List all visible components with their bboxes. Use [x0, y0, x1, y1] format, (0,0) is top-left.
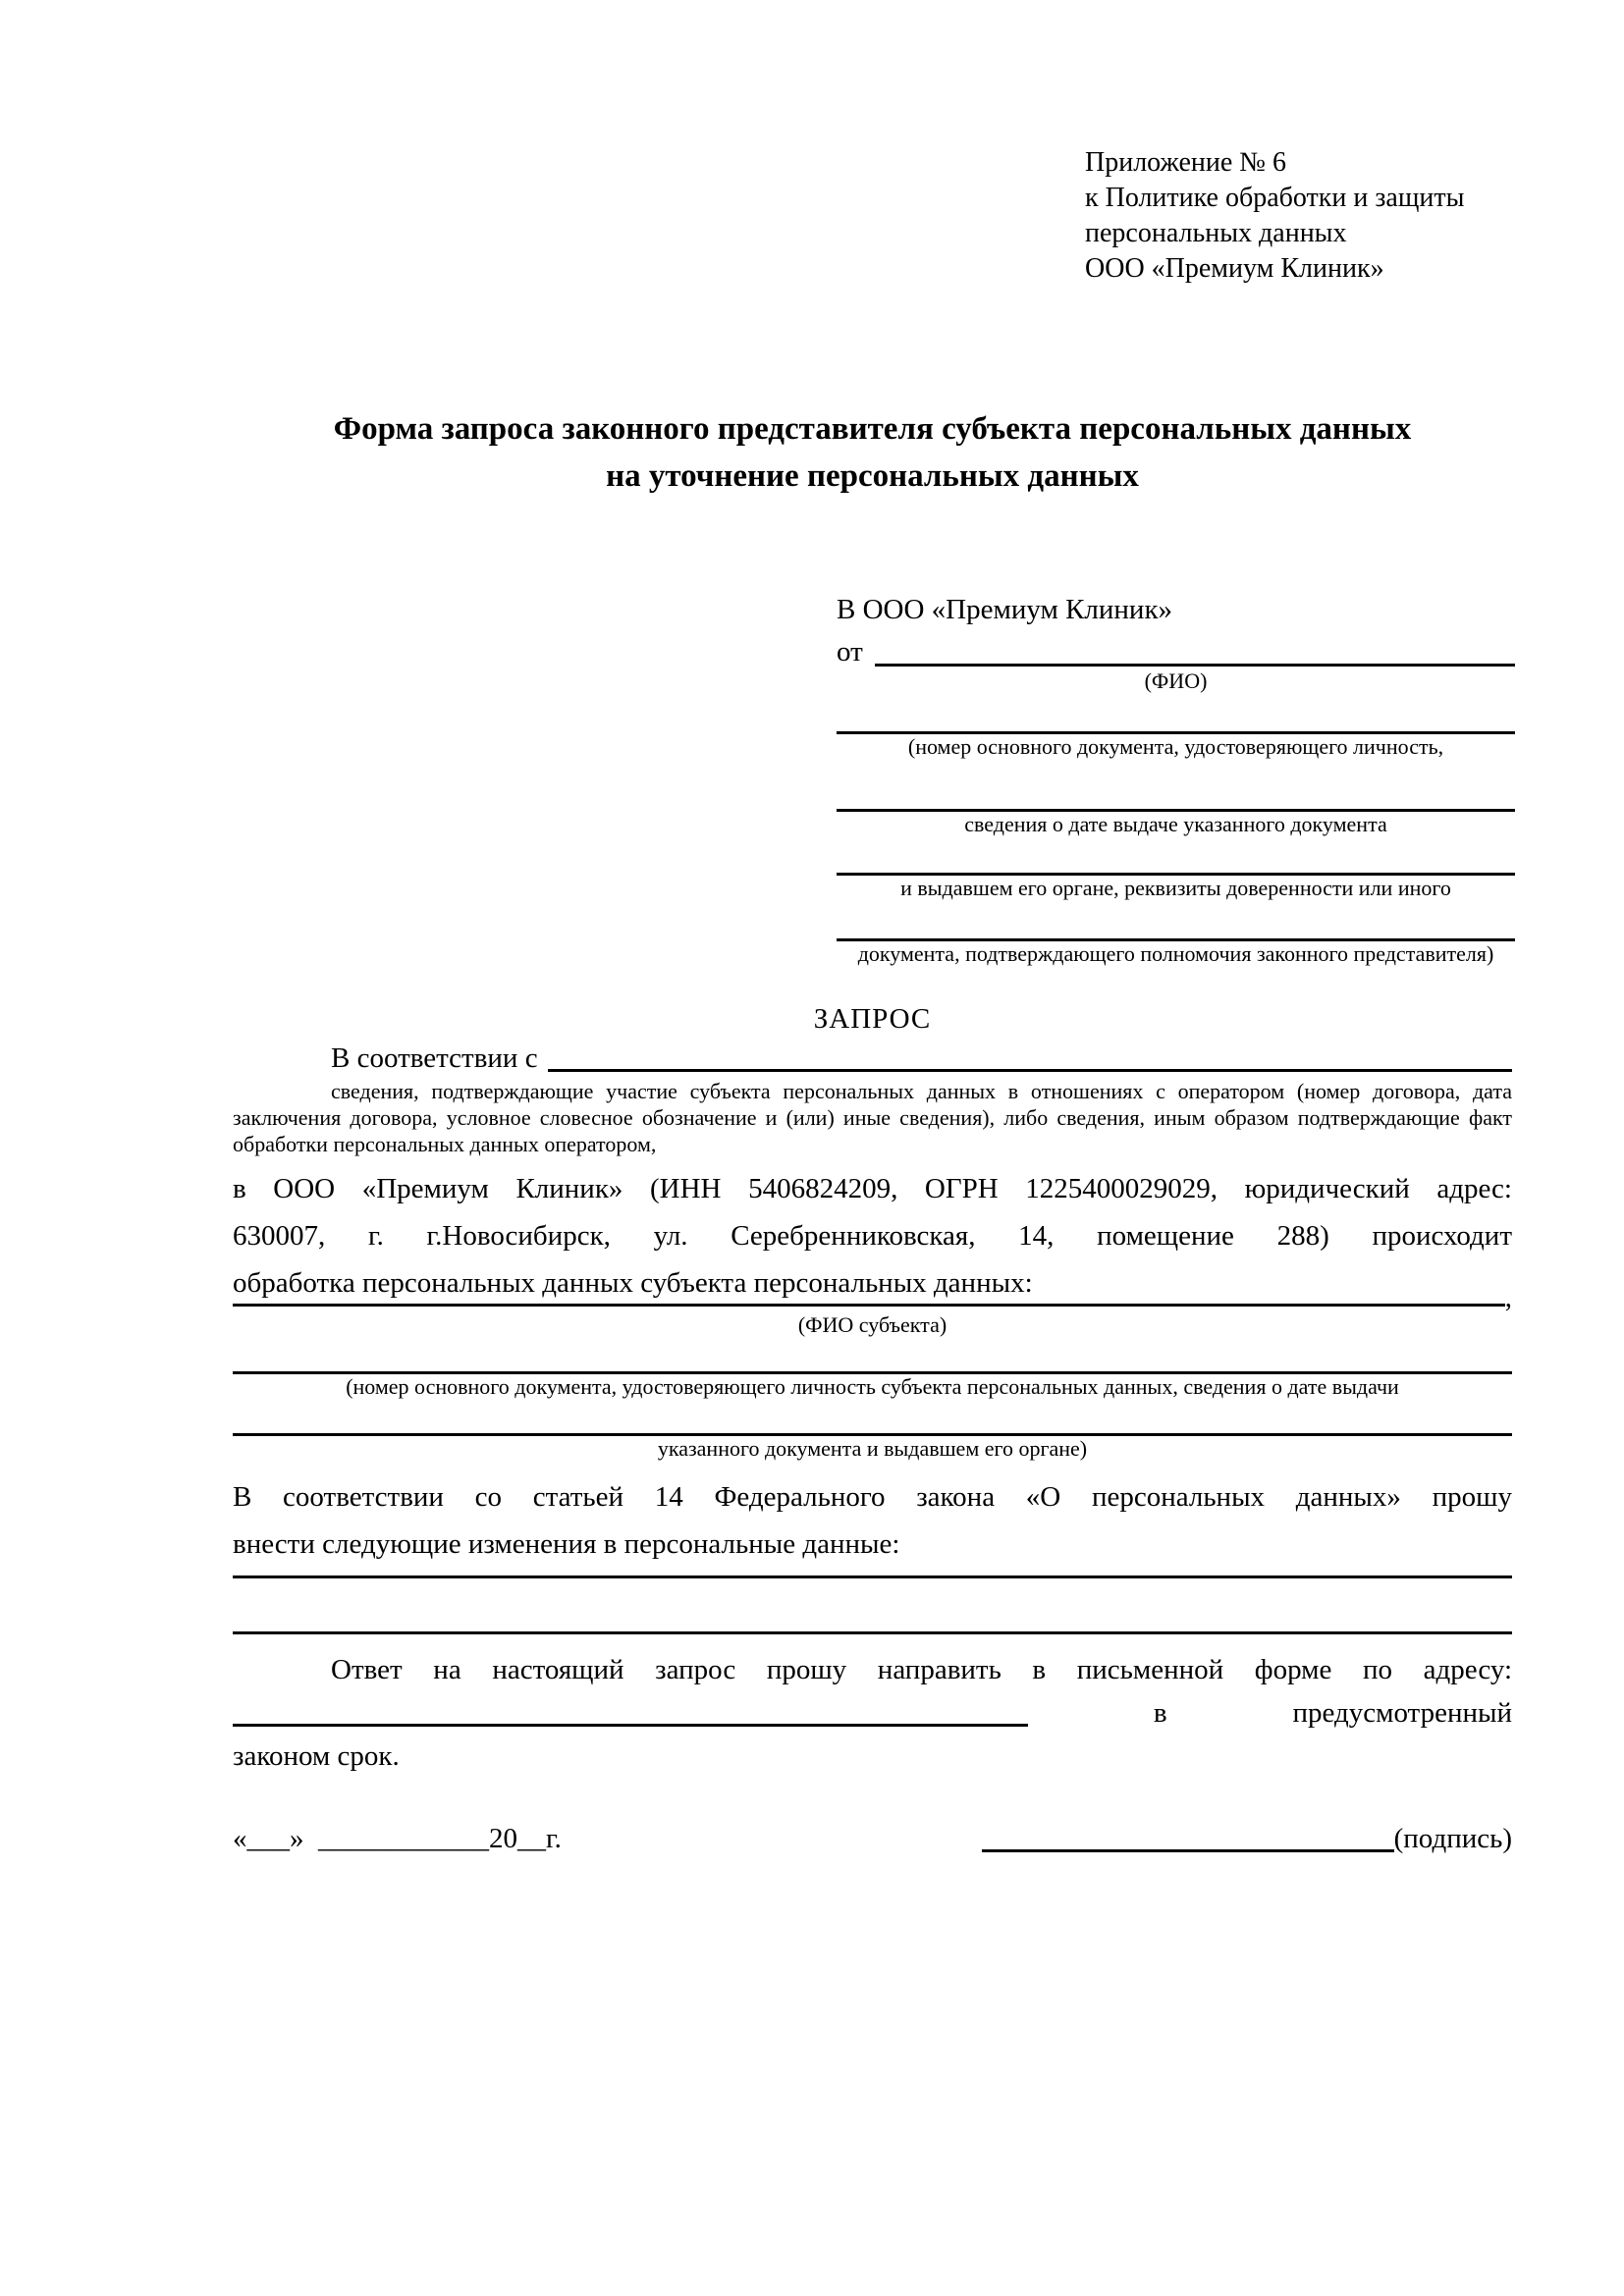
annex-line-2: к Политике обработки и защиты: [1085, 183, 1465, 213]
annex-header: [1085, 145, 1464, 287]
reply-line-1: Ответ на настоящий запрос прошу направить в письменной форме по адресу:: [331, 1654, 1512, 1685]
caption-doc-2: сведения о дате выдаче указанного документа: [964, 812, 1387, 836]
subject-fio-blank-line: [233, 1304, 1505, 1307]
operator-line-2: 630007, г. г.Новосибирск, ул. Серебренниковская, 14, помещение 288) происходит: [233, 1220, 1512, 1252]
signature-caption: (подпись): [1393, 1823, 1512, 1854]
intro-row: [233, 1039, 1512, 1078]
document-title: [233, 405, 1512, 500]
representative-doc-blank-line-4: [837, 901, 1515, 941]
subject-doc-blank-line-2: [233, 1400, 1512, 1436]
changes-blank-line-1: [233, 1568, 1512, 1578]
document-title-line-1: Форма запроса законного представителя субъекта персональных данных: [333, 411, 1412, 447]
representative-doc-blank-line-3: [837, 837, 1515, 876]
caption-doc-1: (номер основного документа, удостоверяющего личность,: [907, 734, 1444, 759]
annex-line-3: персональных данных: [1085, 218, 1347, 248]
addressee-block: [837, 592, 1515, 967]
footnote-paragraph: [233, 1078, 1512, 1157]
reply-line-3: законом срок.: [233, 1740, 400, 1772]
reply-address-blank-line: [233, 1724, 1028, 1727]
representative-doc-blank-line-1: [837, 694, 1515, 734]
request-section: [233, 999, 1512, 1860]
subject-doc-blank-line-1: [233, 1338, 1512, 1374]
from-label: от: [837, 636, 863, 667]
caption-doc-3: и выдавшем его органе, реквизиты доверенности или иного: [900, 876, 1451, 900]
addressee-organization: В ООО «Премиум Клиник»: [837, 594, 1173, 625]
request-heading: ЗАПРОС: [813, 1003, 932, 1035]
from-row: [837, 627, 1515, 668]
caption-fio: (ФИО): [1144, 668, 1208, 693]
law-line-2: внести следующие изменения в персональные данные:: [233, 1528, 900, 1560]
intro-label: В соответствии с: [331, 1042, 538, 1074]
footnote-line-2: заключения договора, условное словесное обозначение и (или) иные сведения), либо сведения, иным образом подтверждающие факт: [233, 1105, 1512, 1130]
signature-group: [982, 1817, 1512, 1860]
subject-fio-comma: ,: [1504, 1282, 1512, 1313]
reply-word-2: предусмотренный: [1292, 1697, 1512, 1729]
law-paragraph: [233, 1473, 1512, 1568]
annex-line-1: Приложение № 6: [1085, 147, 1286, 178]
operator-line-3: обработка персональных данных субъекта персональных данных:: [233, 1267, 1033, 1299]
document-title-line-2: на уточнение персональных данных: [606, 458, 1139, 494]
signature-blank-line: [982, 1849, 1394, 1852]
caption-fio-subject: (ФИО субъекта): [797, 1312, 947, 1337]
caption-doc-4: документа, подтверждающего полномочия законного представителя): [857, 941, 1494, 966]
date-field: «___» ____________20__г.: [233, 1823, 562, 1854]
from-blank-line: [875, 664, 1515, 667]
reply-paragraph: [233, 1648, 1512, 1778]
changes-blank-line-2: [233, 1578, 1512, 1634]
law-line-1: В соответствии со статьей 14 Федерального закона «О персональных данных» прошу: [233, 1481, 1512, 1513]
reply-address-row: [233, 1691, 1512, 1735]
reply-word-1: в: [1153, 1697, 1167, 1729]
signature-row: [233, 1817, 1512, 1860]
intro-blank-line: [548, 1069, 1512, 1072]
representative-doc-blank-line-2: [837, 760, 1515, 812]
annex-line-4: ООО «Премиум Клиник»: [1085, 253, 1384, 284]
footnote-line-1: сведения, подтверждающие участие субъекта персональных данных в отношениях с оператором (номер договора, дата: [331, 1079, 1512, 1103]
caption-doc-subject-2: указанного документа и выдавшем его органе): [657, 1436, 1088, 1461]
footnote-line-3: обработки персональных данных оператором,: [233, 1132, 657, 1156]
operator-line-1: в ООО «Премиум Клиник» (ИНН 5406824209, ОГРН 1225400029029, юридический адрес:: [233, 1173, 1512, 1204]
caption-doc-subject-1: (номер основного документа, удостоверяющего личность субъекта персональных данных, сведения о дате выдачи: [346, 1374, 1399, 1399]
